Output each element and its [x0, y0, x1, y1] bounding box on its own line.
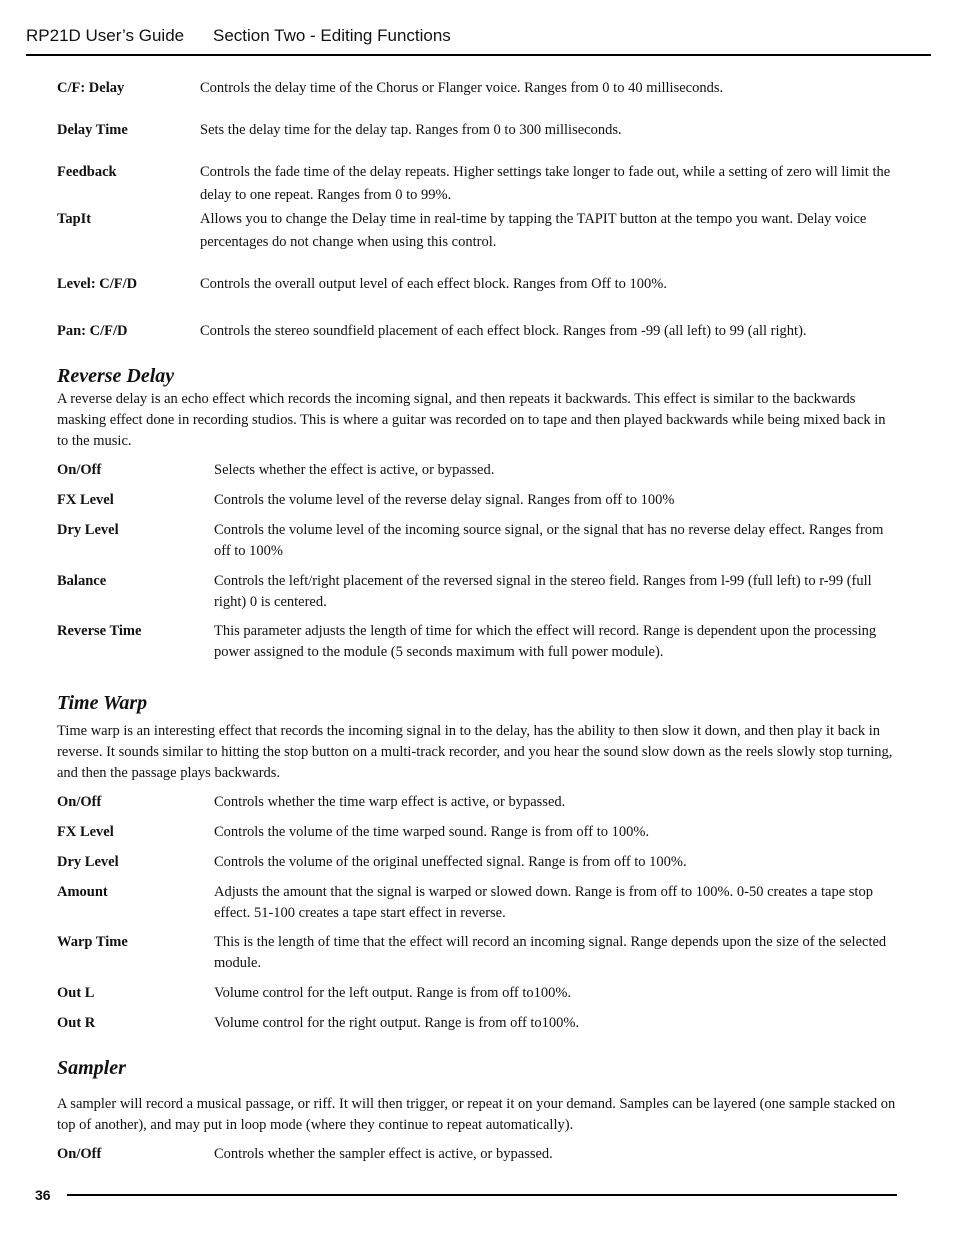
param-desc: Controls whether the time warp effect is active, or bypassed. [214, 794, 566, 810]
param-desc: This parameter adjusts the length of time for which the effect will record. Range is dependent upon the processing power assigned to the module (5 seconds maximum with full power module). [214, 623, 877, 660]
param-desc: Volume control for the left output. Range is from off to100%. [214, 985, 572, 1001]
section-heading-sampler: Sampler [57, 1057, 126, 1079]
param-term: Dry Level [57, 522, 119, 538]
param-term: FX Level [57, 824, 114, 840]
param-term: Delay Time [57, 122, 128, 138]
param-desc: Controls the volume of the original uneffected signal. Range is from off to 100%. [214, 854, 687, 870]
param-term: Reverse Time [57, 623, 142, 639]
param-term: On/Off [57, 462, 102, 478]
section-heading-reverse-delay: Reverse Delay [57, 365, 175, 387]
param-term: Balance [57, 573, 107, 589]
param-desc: Controls the fade time of the delay repeats. Higher settings take longer to fade out, while a setting of zero will limit the delay to one repeat. Ranges from 0 to 99%. [200, 164, 891, 203]
param-term: Out R [57, 1015, 96, 1031]
param-desc: Controls the overall output level of each effect block. Ranges from Off to 100%. [200, 276, 667, 292]
param-term: C/F: Delay [57, 80, 125, 96]
time-warp-intro: Time warp is an interesting effect that records the incoming signal in to the delay, has the ability to then slow it down, and then play it back in reverse. It sounds similar to hitting the stop button on a multi-track recorder, and you hear the sound slow down as the reels slowly stop turning, and then the passage plays backwards. [57, 723, 893, 781]
section-heading-time-warp: Time Warp [57, 692, 148, 714]
section-title: Section Two - Editing Functions [213, 26, 451, 45]
param-term: TapIt [57, 211, 92, 227]
param-desc: Controls the volume level of the incoming source signal, or the signal that has no reverse delay effect. Ranges from off to 100% [214, 522, 884, 559]
param-desc: Volume control for the right output. Range is from off to100%. [214, 1015, 580, 1031]
param-term: On/Off [57, 794, 102, 810]
param-term: Dry Level [57, 854, 119, 870]
reverse-delay-intro: A reverse delay is an echo effect which records the incoming signal, and then repeats it backwards. This effect is similar to the backwards masking effect done in recording studios. This is where a guitar was recorded on to tape and then played backwards while being mixed back in to the music. [57, 391, 886, 449]
param-term: Pan: C/F/D [57, 323, 128, 339]
param-desc: Controls the volume level of the reverse delay signal. Ranges from off to 100% [214, 492, 675, 508]
param-desc: This is the length of time that the effect will record an incoming signal. Range depends upon the size of the selected module. [214, 934, 887, 971]
param-term: Level: C/F/D [57, 276, 138, 292]
footer-rule [67, 1194, 897, 1196]
param-desc: Controls whether the sampler effect is active, or bypassed. [214, 1146, 553, 1162]
param-term: Out L [57, 985, 95, 1001]
guide-title: RP21D User’s Guide [26, 26, 185, 45]
param-term: Feedback [57, 164, 117, 180]
param-term: Amount [57, 884, 108, 900]
param-desc: Controls the volume of the time warped sound. Range is from off to 100%. [214, 824, 650, 840]
page-header [26, 26, 931, 56]
param-desc: Selects whether the effect is active, or bypassed. [214, 462, 495, 478]
param-desc: Controls the left/right placement of the reversed signal in the stereo field. Ranges from l-99 (full left) to r-99 (full right) 0 is centered. [214, 573, 872, 610]
param-desc: Sets the delay time for the delay tap. Ranges from 0 to 300 milliseconds. [200, 122, 622, 138]
sampler-intro: A sampler will record a musical passage, or riff. It will then trigger, or repeat it on your demand. Samples can be layered (one sample stacked on top of another), and may put in loop mode (where they continue to repeat automatically). [57, 1096, 896, 1133]
param-desc: Allows you to change the Delay time in real-time by tapping the TAPIT button at the tempo you want. Delay voice percentages do not change when using this control. [200, 211, 867, 250]
param-term: FX Level [57, 492, 114, 508]
param-desc: Controls the delay time of the Chorus or Flanger voice. Ranges from 0 to 40 milliseconds. [200, 80, 724, 96]
param-term: Warp Time [57, 934, 128, 950]
param-term: On/Off [57, 1146, 102, 1162]
param-desc: Adjusts the amount that the signal is warped or slowed down. Range is from off to 100%. 0-50 creates a tape stop effect. 51-100 creates a tape start effect in reverse. [214, 884, 873, 921]
page-number: 36 [35, 1187, 51, 1203]
param-desc: Controls the stereo soundfield placement of each effect block. Ranges from -99 (all left) to 99 (all right). [200, 323, 807, 339]
